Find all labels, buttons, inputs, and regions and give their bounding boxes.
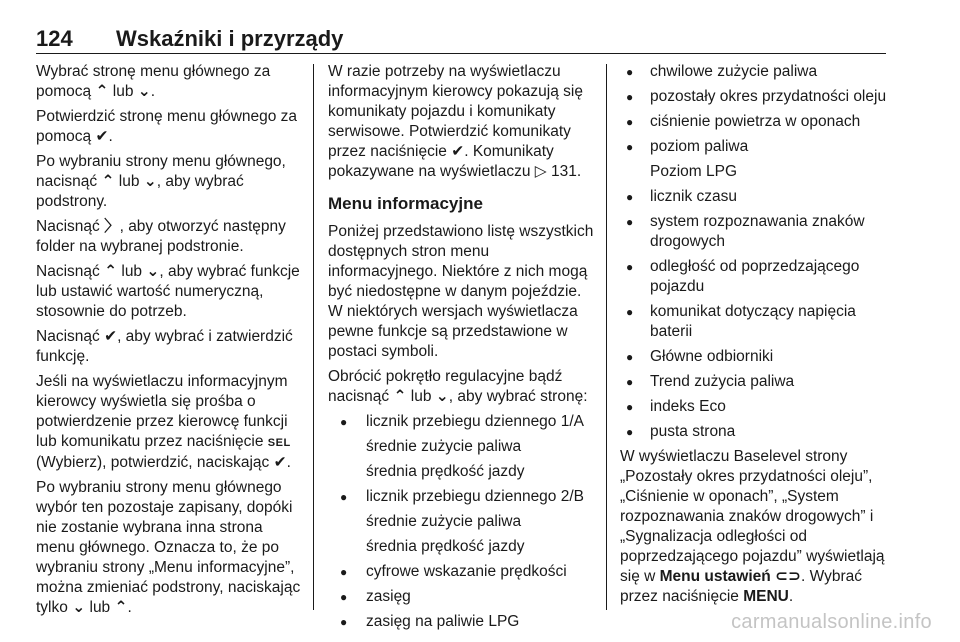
list-item: ● licznik przebiegu dziennego 2/B — [328, 487, 596, 507]
check-icon: ✔ — [273, 454, 287, 471]
watermark: carmanualsonline.info — [731, 611, 932, 633]
list-item: ● licznik czasu — [620, 187, 888, 207]
right-arrow-icon: 〉 — [104, 218, 120, 235]
paragraph-select-main-page: Wybrać stronę menu głównego za pomocą ⌃ lub ⌄. — [36, 63, 271, 100]
page-number: 124 — [36, 26, 73, 51]
paragraph-info-menu-intro: Poniżej przedstawiono listę wszystkich dostępnych stron menu informacyjnego. Niektóre z nich mogą być niedostępne w danym pojeździe. W niektórych wersjach wyświetlacza pewne funkcje są przedstawione w postaci symboli. — [328, 223, 594, 360]
list-item: ● Główne odbiorniki — [620, 347, 888, 367]
paragraph-baselevel-display: W wyświetlaczu Baselevel strony „Pozostały okres przydatności oleju”, „Ciśnienie w oponach”, „System rozpoznawania znaków drogowych” i „Sygnalizacja odległości od poprzedzającego pojazdu” wyświetlają się w Menu ustawień ⊂⊃. Wybrać przez naciśnięcie MENU. — [620, 448, 885, 605]
list-subitem: średnie zużycie paliwa — [366, 438, 522, 455]
info-pages-list-continued — [620, 62, 888, 442]
page-header — [36, 22, 886, 52]
column-3 — [620, 62, 888, 612]
sel-icon: SEL — [267, 437, 291, 449]
down-arrow-icon: ⌄ — [435, 388, 449, 405]
section-heading: Menu informacyjne — [328, 194, 483, 213]
page-reference: 131. — [551, 163, 582, 180]
list-item: ● komunikat dotyczący napięcia baterii — [620, 302, 888, 342]
up-arrow-icon: ⌃ — [101, 173, 115, 190]
up-arrow-icon: ⌃ — [114, 599, 128, 616]
column-divider-1 — [313, 64, 314, 610]
header-divider — [36, 53, 886, 54]
column-2 — [328, 62, 596, 637]
car-icon: ⊂⊃ — [775, 568, 802, 585]
down-arrow-icon: ⌄ — [137, 83, 151, 100]
list-item: ● ciśnienie powietrza w oponach — [620, 112, 888, 132]
list-subitem: średnia prędkość jazdy — [366, 463, 525, 480]
column-divider-2 — [606, 64, 607, 610]
column-1 — [36, 62, 304, 623]
up-arrow-icon: ⌃ — [95, 83, 109, 100]
list-subitem: średnia prędkość jazdy — [366, 538, 525, 555]
list-item: ● poziom paliwa — [620, 137, 888, 157]
paragraph-turn-knob: Obrócić pokrętło regulacyjne bądź nacisnąć ⌃ lub ⌄, aby wybrać stronę: — [328, 368, 588, 405]
list-item: ● odległość od poprzedzającego pojazdu — [620, 257, 888, 297]
list-item: ● chwilowe zużycie paliwa — [620, 62, 888, 82]
check-icon: ✔ — [104, 328, 118, 345]
paragraph-select-subpages: Po wybraniu strony menu głównego, nacisnąć ⌃ lub ⌄, aby wybrać podstrony. — [36, 153, 286, 210]
list-item: ● zasięg — [328, 587, 596, 607]
down-arrow-icon: ⌄ — [72, 599, 86, 616]
paragraph-open-folder: Nacisnąć 〉, aby otworzyć następny folder na wybranej podstronie. — [36, 218, 286, 255]
page-title: Wskaźniki i przyrządy — [116, 26, 344, 51]
list-item: ● licznik przebiegu dziennego 1/A — [328, 412, 596, 432]
check-icon: ✔ — [95, 128, 109, 145]
list-subitem: Poziom LPG — [650, 163, 738, 180]
paragraph-select-functions: Nacisnąć ⌃ lub ⌄, aby wybrać funkcje lub ustawić wartość numeryczną, stosownie do potrzeb. — [36, 263, 300, 320]
down-arrow-icon: ⌄ — [143, 173, 157, 190]
list-item: ● system rozpoznawania znaków drogowych — [620, 212, 888, 252]
list-item: ● zasięg na paliwie LPG — [328, 612, 596, 632]
info-pages-list — [328, 412, 596, 632]
paragraph-vehicle-messages: W razie potrzeby na wyświetlaczu informacyjnym kierowcy pokazują się komunikaty pojazdu i komunikaty serwisowe. Potwierdzić komunikaty przez naciśnięcie ✔. Komunikaty pokazywane na wyświetlaczu ▷ 131. — [328, 63, 583, 180]
settings-menu-label: Menu ustawień — [659, 568, 771, 585]
list-item: ● Trend zużycia paliwa — [620, 372, 888, 392]
paragraph-main-page-saved: Po wybraniu strony menu głównego wybór ten pozostaje zapisany, dopóki nie zostanie wybrana inna strona menu głównego. Oznacza to, że po wybraniu strony „Menu informacyjne”, można zmieniać podstrony, naciskając tylko ⌄ lub ⌃. — [36, 479, 301, 616]
up-arrow-icon: ⌃ — [104, 263, 118, 280]
list-item: ● pozostały okres przydatności oleju — [620, 87, 888, 107]
down-arrow-icon: ⌄ — [146, 263, 160, 280]
list-item: ● indeks Eco — [620, 397, 888, 417]
list-subitem: średnie zużycie paliwa — [366, 513, 522, 530]
paragraph-confirm-main-page: Potwierdzić stronę menu głównego za pomocą ✔. — [36, 108, 298, 145]
up-arrow-icon: ⌃ — [393, 388, 407, 405]
check-icon: ✔ — [451, 143, 465, 160]
list-item: ● cyfrowe wskazanie prędkości — [328, 562, 596, 582]
paragraph-driver-confirmation: Jeśli na wyświetlaczu informacyjnym kierowcy wyświetla się prośba o potwierdzenie przez kierowcę funkcji lub komunikatu przez naciśnięcie SEL (Wybierz), potwierdzić, naciskając ✔. — [36, 373, 291, 471]
paragraph-confirm-function: Nacisnąć ✔, aby wybrać i zatwierdzić funkcję. — [36, 328, 293, 365]
menu-button-label: MENU — [743, 588, 789, 605]
reference-arrow-icon: ▷ — [534, 163, 547, 180]
list-item: ● pusta strona — [620, 422, 888, 442]
